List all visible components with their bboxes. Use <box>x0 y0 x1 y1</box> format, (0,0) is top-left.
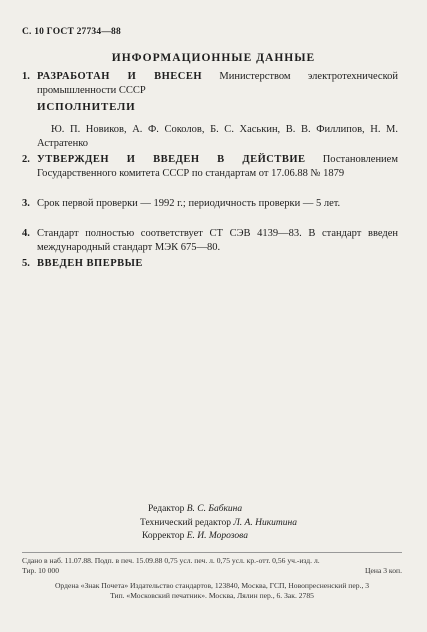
executors-heading: ИСПОЛНИТЕЛИ <box>37 101 136 113</box>
page-title: ИНФОРМАЦИОННЫЕ ДАННЫЕ <box>111 52 316 64</box>
item-number: 2. <box>22 154 30 165</box>
item-text <box>37 70 398 98</box>
item-text <box>37 227 398 255</box>
item-body: Министерством электротехнической промышленности СССР <box>37 71 399 96</box>
editor-line: Редактор В. С. Бабкина <box>148 504 243 514</box>
item-caps: ВВЕДЕН ВПЕРВЫЕ <box>37 258 143 269</box>
imprint-line: Сдано в наб. 11.07.88. Подп. в печ. 15.09.88 0,75 усл. печ. л. 0,75 усл. кр.-отт. 0,56 уч.-изд. л. <box>22 556 320 565</box>
imprint-line <box>22 566 402 576</box>
print-run: Тир. 10 000 <box>22 566 59 575</box>
editors-block <box>140 503 370 544</box>
item-number: 3. <box>22 198 30 209</box>
price: Цена 3 коп. <box>365 566 402 575</box>
page-header: С. 10 ГОСТ 27734—88 <box>22 27 121 37</box>
footer-rule <box>22 552 402 553</box>
imprint-block <box>22 556 402 576</box>
info-item <box>22 153 398 181</box>
item-text <box>37 257 398 271</box>
executors-list: Ю. П. Новиков, А. Ф. Соколов, Б. С. Хаськин, В. В. Филлипов, Н. М. Астратенко <box>37 124 398 149</box>
publisher-line: Ордена «Знак Почета» Издательство стандартов, 123840, Москва, ГСП, Новопресненский пер., 3 <box>54 581 370 590</box>
item-body: Стандарт полностью соответствует СТ СЭВ 4139—83. В стандарт введен международный стандарт МЭК 675—80. <box>37 228 398 253</box>
item-number: 1. <box>22 71 30 82</box>
item-number: 4. <box>22 228 30 239</box>
tech-editor-line: Технический редактор Л. А. Никитина <box>140 517 297 528</box>
item-text <box>37 197 398 211</box>
item-caps: РАЗРАБОТАН И ВНЕСЕН <box>37 71 203 82</box>
info-item <box>22 257 398 271</box>
item-caps: УТВЕРЖДЕН И ВВЕДЕН В ДЕЙСТВИЕ <box>37 154 306 165</box>
item-body: Постановлением Государственного комитета СССР по стандартам от 17.06.88 № 1879 <box>37 154 398 179</box>
item-text <box>37 153 398 181</box>
printer-line: Тип. «Московский печатник». Москва, Лялин пер., 6. Зак. 2785 <box>110 591 314 600</box>
proofreader-line: Корректор Е. И. Морозова <box>142 531 248 541</box>
item-body: Срок первой проверки — 1992 г.; периодичность проверки — 5 лет. <box>37 198 341 209</box>
publisher-block <box>22 581 402 601</box>
item-number: 5. <box>22 258 30 269</box>
info-item <box>22 227 398 255</box>
info-item <box>22 197 398 211</box>
info-item <box>22 70 398 98</box>
